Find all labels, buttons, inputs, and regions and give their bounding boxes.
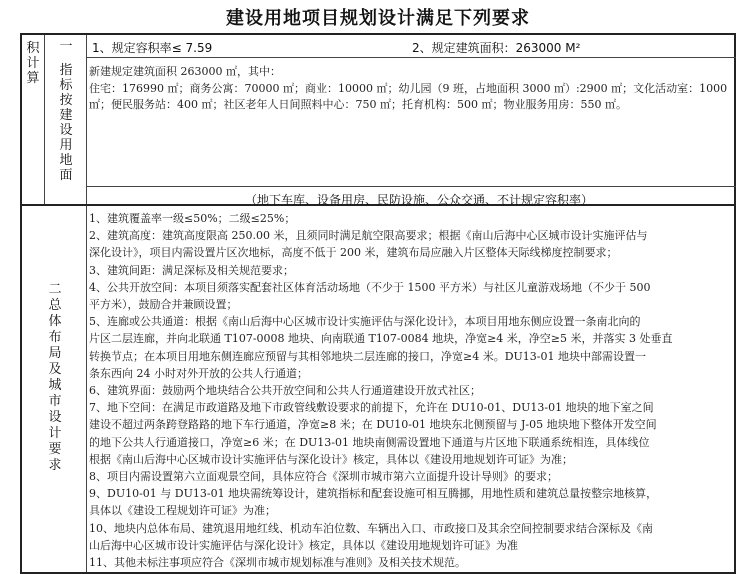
requirement-line: 的地下公共人行通道接口，净宽≥6 米；在 DU13-01 地块南侧需设置地下通道与片区地下联通系统相连，具体线位 [89,435,650,449]
section2-char: 及 [48,362,62,377]
section1-number-char: 一 [59,39,73,54]
requirement-line: 建设不超过两条跨登路路的地下车行通道，净宽≥8 米；在 DU10-01 地块东北侧预留与 J-05 地块地下整体开发空间 [89,418,657,432]
requirement-line: 2、建筑高度：建筑高度限高 250.00 米，且须同时满足航空限高要求；根据《南山后海中心区城市设计实施评估与 [89,229,648,243]
section2-char: 体 [48,314,62,329]
gfa-requirement: 2、规定建筑面积：263000 M² [412,41,581,55]
section2-label [44,282,66,474]
requirement-line: 根据《南山后海中心区城市设计实施评估与深化设计》核定，具体以《建设用地规划许可证》为准； [89,452,573,466]
sublabel-char: 用 [59,138,73,153]
section2-char: 要 [48,442,62,457]
section2-char: 局 [48,346,62,361]
section2-char: 求 [48,458,62,473]
section2-char: 二 [48,282,62,297]
requirement-line: 片区二层连廊，并向北联通 T107-0008 地块、向南联通 T107-0084 地块，净宽≥4 米，净空≥5 米，并落实 3 处垂直 [89,332,673,346]
gfa-breakdown [89,64,734,114]
document-title: 建设用地项目规划设计满足下列要求 [226,8,530,29]
requirement-line: 平方米），鼓励合并兼顾设置； [89,298,238,312]
requirement-line: 3、建筑间距：满足深标及相关规范要求； [89,263,294,277]
requirement-line: 深化设计》，项目内需设置片区次地标，高度不低于 200 米，建筑布局应融入片区整体天际线梯度控制要求； [89,246,618,260]
requirement-line: 转换节点；在本项目用地东侧连廊应预留与其相邻地块二层连廊的接口，净宽≥4 米。DU13-01 地块中部需设置一 [89,349,647,363]
section1-char: 算 [26,71,40,86]
sublabel-char: 按 [59,93,73,108]
section2-char: 布 [48,330,62,345]
gfa-breakdown-line: ㎡；便民服务站：400 ㎡；社区老年人日间照料中心：750 ㎡；托育机构：500 ㎡；物业服务用房：550 ㎡。 [89,98,627,112]
section2-char: 总 [48,298,62,313]
vertical-divider-1 [44,35,45,204]
sublabel-char: 标 [59,78,73,93]
requirement-line: 条东西向 24 小时对外开放的公共人行通道； [89,366,308,380]
requirement-line: 5、连廊或公共通道：根据《南山后海中心区城市设计实施评估与深化设计》，本项目用地东侧应设置一条南北向的 [89,315,641,329]
sublabel-char: 设 [59,123,73,138]
sublabel-char: 建 [59,108,73,123]
row-divider-note [86,186,736,187]
section1-char: 计 [26,56,40,71]
gfa-breakdown-line: 住宅：176990 ㎡；商务公寓：70000 ㎡；商业：10000 ㎡；幼儿园（9 班，占地面积 3000 ㎡）:2900 ㎡；文化活动室：1000 [89,81,728,95]
requirement-line: 山后海中心区城市设计实施评估与深化设计》核定，具体以《建设用地规划许可证》为准 [89,538,518,552]
section2-char: 市 [48,394,62,409]
section2-char: 设 [48,410,62,425]
far-requirement: 1、规定容积率≤ 7.59 [92,41,213,55]
requirement-line: 1、建筑覆盖率一级≤50%；二级≤25%； [89,212,296,225]
requirement-line: 4、公共开放空间：本项目须落实配套社区体育活动场地（不少于 1500 平方米）与社区儿童游戏场地（不少于 500 [89,280,651,294]
planning-requirements [89,210,735,571]
far-exclusion-note: （地下车库、设备用房、民防设施、公众交通、不计规定容积率） [244,193,593,207]
section2-char: 计 [48,426,62,441]
requirement-line: 具体以《建设工程规划许可证》为准； [89,504,276,518]
requirement-line: 8、项目内需设置第六立面观景空间，具体应符合《深圳市城市第六立面提升设计导则》的要求； [89,470,558,484]
section1-label [25,41,41,86]
requirement-line: 10、地块内总体布局、建筑退用地红线、机动车泊位数、车辆出入口、市政接口及其余空间控制要求结合深标及《南 [89,521,653,535]
requirements-table [20,33,736,574]
requirement-line: 9、DU10-01 与 DU13-01 地块需统筹设计，建筑指标和配套设施可相互腾挪，用地性质和建筑总量按整宗地核算， [89,487,658,501]
section1-sublabel [58,63,74,183]
requirement-line: 7、地下空间：在满足市政道路及地下市政管线敷设要求的前提下，允许在 DU10-01、DU13-01 地块的地下室之间 [89,401,654,415]
vertical-divider-2 [86,35,87,572]
section1-char: 积 [26,41,40,56]
gfa-breakdown-line: 新建规定建筑面积 263000 ㎡，其中： [89,65,281,78]
sublabel-char: 指 [59,63,73,78]
section1-number [52,39,80,54]
sublabel-char: 地 [59,153,73,168]
sublabel-char: 面 [59,168,73,183]
requirement-line: 11、其他未标注事项应符合《深圳市城市规划标准与准则》及相关技术规范。 [89,556,466,570]
requirement-line: 6、建筑界面：鼓励两个地块结合公共开放空间和公共人行通道建设开放式社区； [89,384,481,398]
section2-char: 城 [48,378,62,393]
row-divider-far [86,57,736,58]
